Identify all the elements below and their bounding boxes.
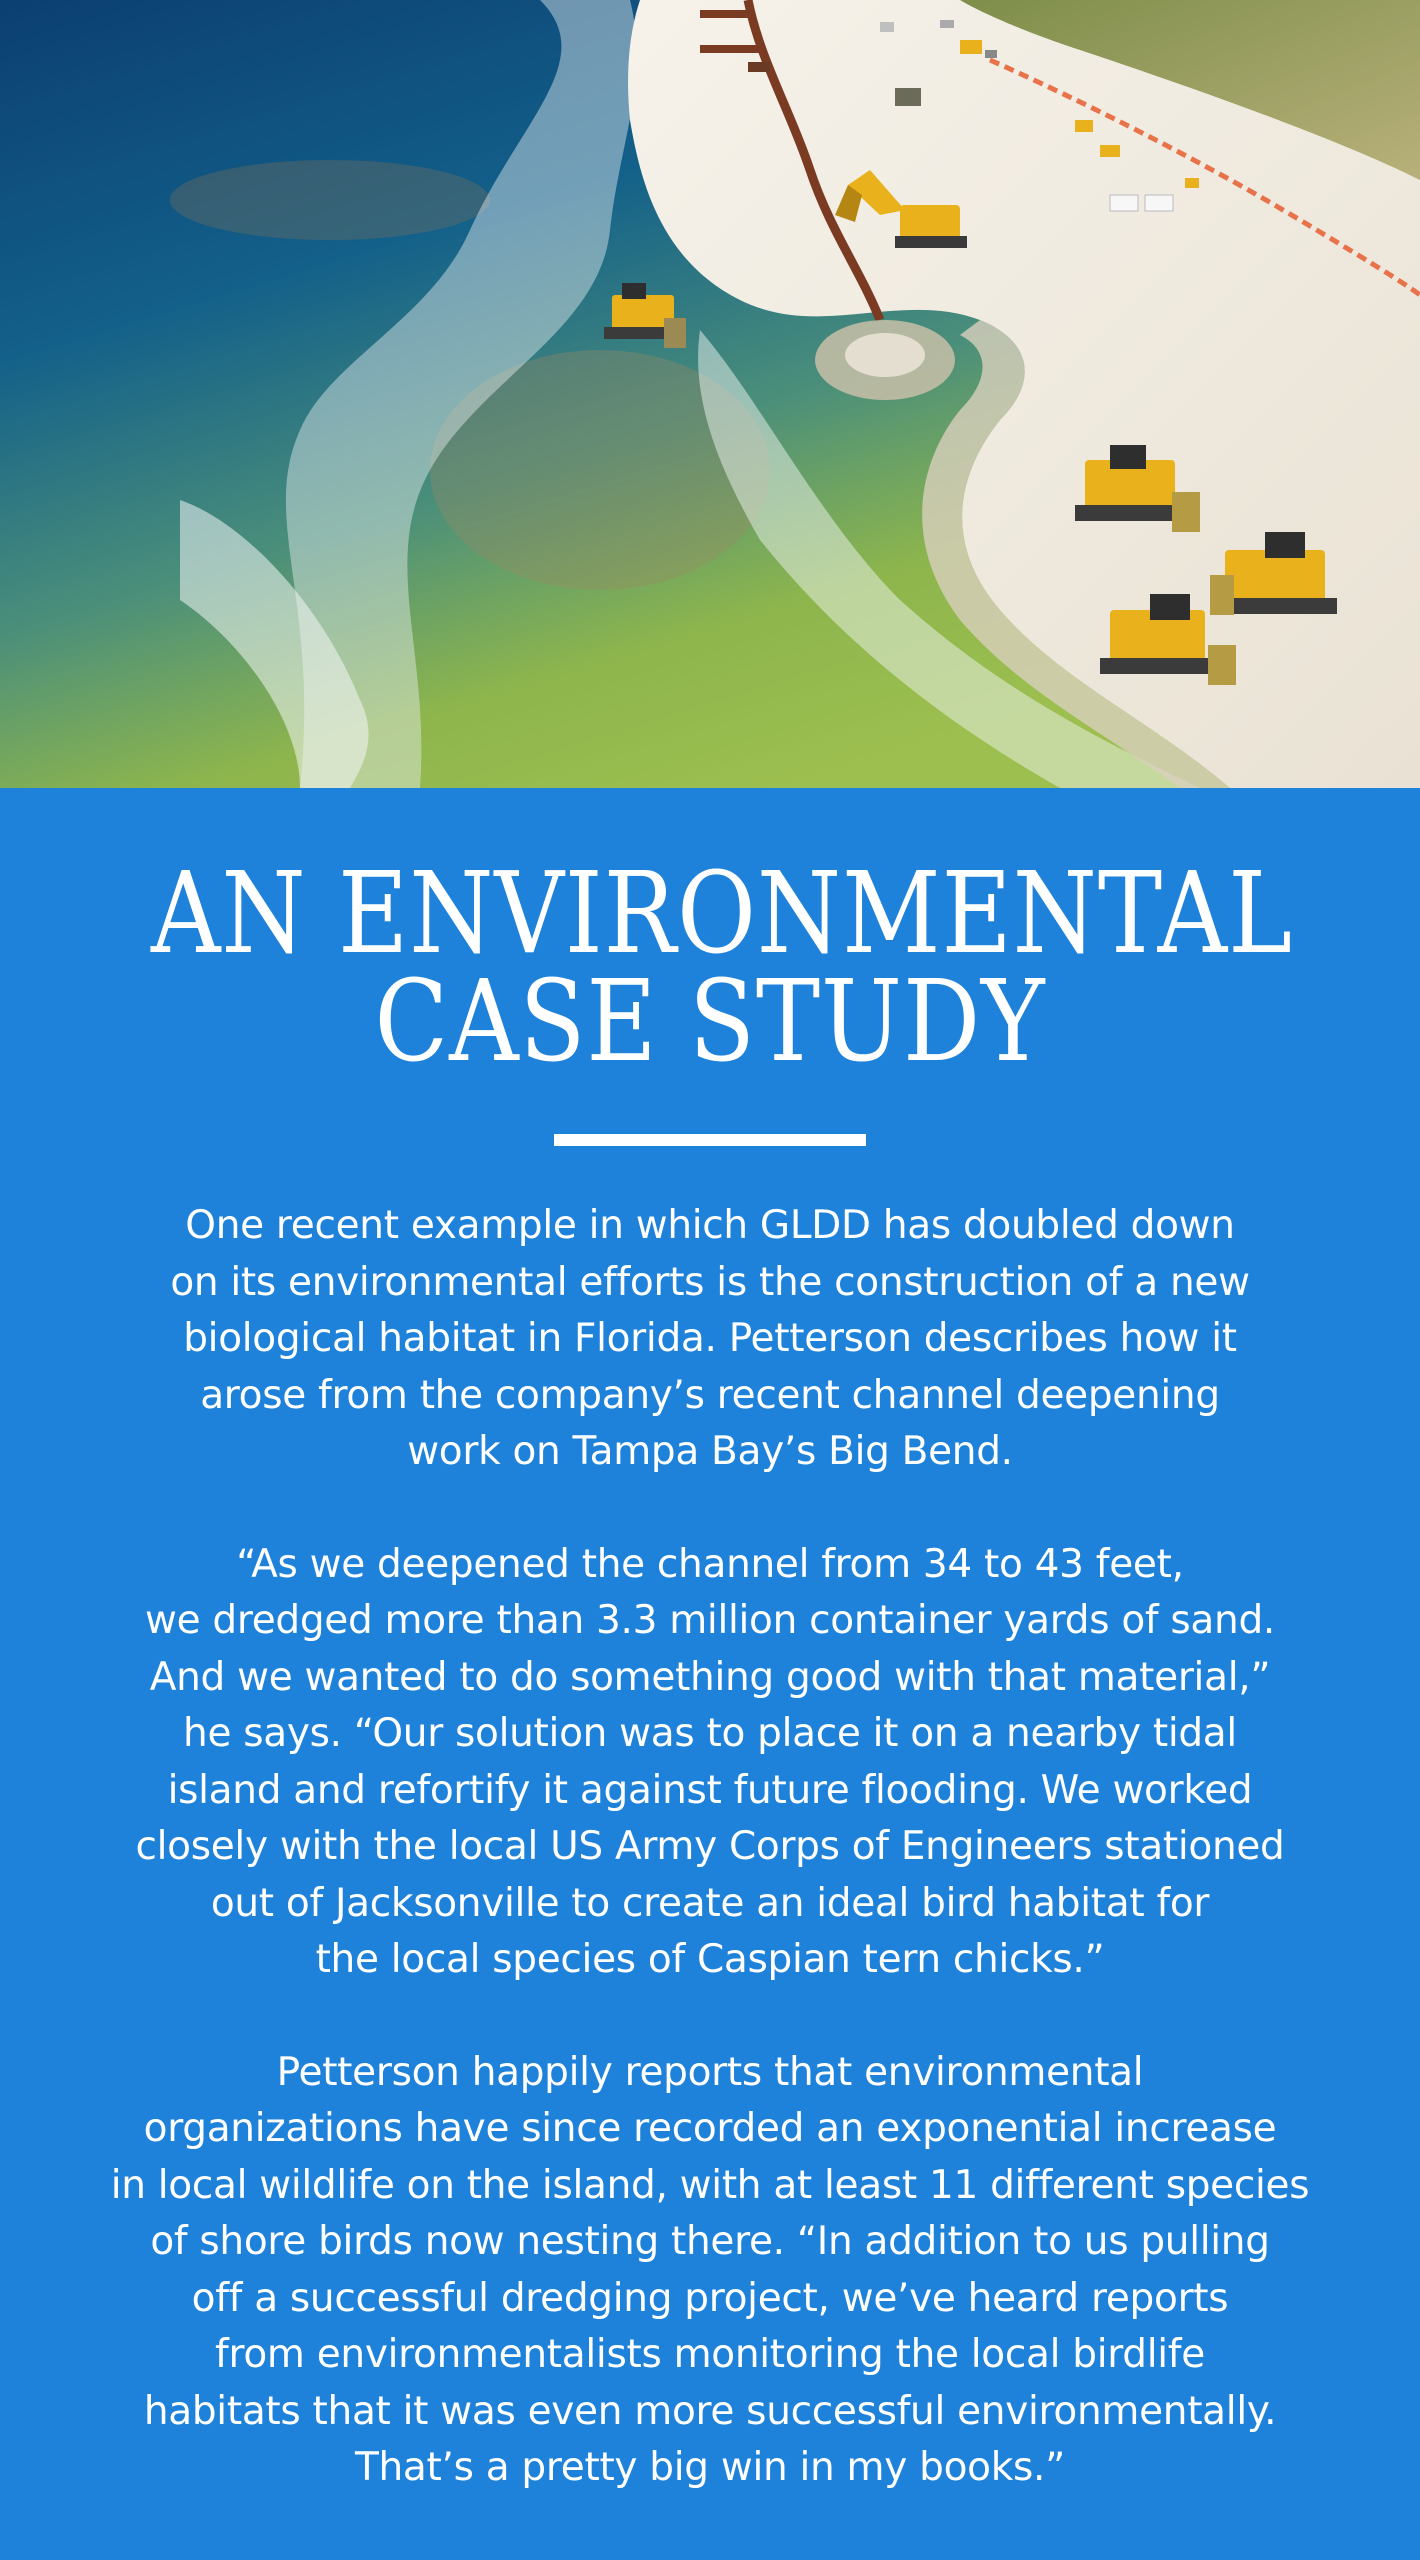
paragraph-intro	[110, 1198, 1310, 1481]
text-line: closely with the local US Army Corps of Engineers stationed	[135, 1824, 1285, 1869]
title-divider	[554, 1134, 866, 1146]
text-line: in local wildlife on the island, with at least 11 different species	[110, 2162, 1310, 2208]
text-line: And we wanted to do something good with that material,”	[149, 1654, 1271, 1700]
text-line: he says. “Our solution was to place it on a nearby tidal	[183, 1711, 1237, 1756]
article-title	[151, 849, 1293, 1087]
article-title-line: AN ENVIRONMENTAL	[151, 849, 1293, 979]
text-line: on its environmental efforts is the construction of a new	[170, 1259, 1250, 1305]
text-line: island and refortify it against future flooding. We worked	[167, 1767, 1253, 1813]
text-line: arose from the company’s recent channel deepening	[200, 1372, 1220, 1418]
text-line: from environmentalists monitoring the local birdlife	[215, 2332, 1205, 2377]
paragraph-quote	[110, 1537, 1310, 1989]
text-line: of shore birds now nesting there. “In addition to us pulling	[150, 2219, 1270, 2264]
text-line: That’s a pretty big win in my books.”	[354, 2445, 1066, 2490]
text-line: off a successful dredging project, we’ve heard reports	[191, 2275, 1229, 2321]
text-line: habitats that it was even more successful environmentally.	[143, 2388, 1277, 2434]
text-line: Petterson happily reports that environmental	[276, 2049, 1144, 2095]
text-line: we dredged more than 3.3 million container yards of sand.	[144, 1598, 1275, 1643]
text-line: “As we deepened the channel from 34 to 43 feet,	[236, 1541, 1184, 1587]
text-line: biological habitat in Florida. Petterson describes how it	[183, 1316, 1237, 1361]
text-line: organizations have since recorded an exponential increase	[143, 2106, 1277, 2151]
text-line: One recent example in which GLDD has doubled down	[185, 1203, 1235, 1248]
text-line: out of Jacksonville to create an ideal bird habitat for	[210, 1880, 1210, 1926]
article-body	[110, 1198, 1310, 2553]
text-line: work on Tampa Bay’s Big Bend.	[407, 1429, 1013, 1474]
article-title-line: CASE STUDY	[374, 957, 1046, 1087]
hero-photo-illustration	[0, 0, 1420, 788]
article	[0, 788, 1420, 2560]
text-line: the local species of Caspian tern chicks.”	[315, 1937, 1105, 1982]
hero-photo	[0, 0, 1420, 788]
paragraph-results	[110, 2045, 1310, 2497]
